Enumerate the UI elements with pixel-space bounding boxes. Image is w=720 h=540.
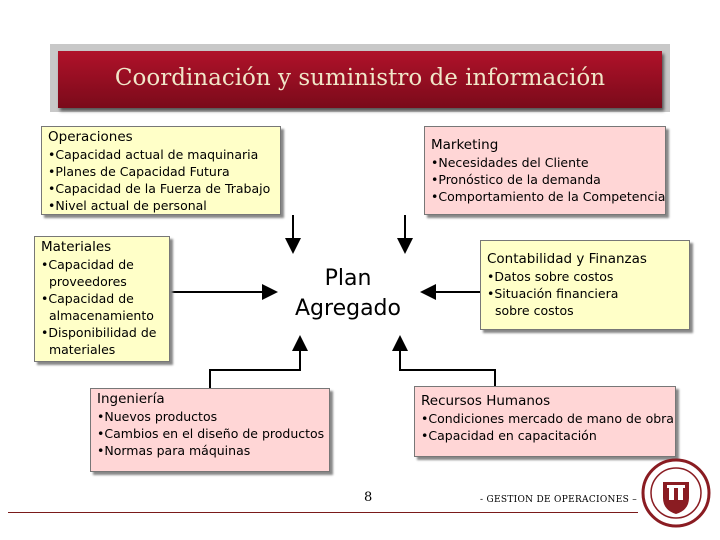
center-label-line1: Plan	[324, 266, 372, 291]
box-heading: Contabilidad y Finanzas	[487, 251, 647, 267]
box-item: materiales	[41, 342, 116, 357]
center-node	[283, 264, 413, 324]
box-item: •Pronóstico de la demanda	[431, 172, 601, 187]
box-materiales	[34, 236, 170, 362]
university-seal-icon	[641, 458, 711, 528]
box-item: •Capacidad de	[41, 291, 134, 306]
box-operaciones	[41, 126, 281, 215]
box-ingenieria	[90, 388, 330, 472]
box-heading: Marketing	[431, 137, 499, 153]
box-item: •Nivel actual de personal	[48, 198, 207, 213]
footer-text: - GESTION DE OPERACIONES –	[480, 495, 638, 505]
box-recursos-humanos	[414, 386, 676, 457]
box-item: •Datos sobre costos	[487, 269, 614, 284]
box-item: almacenamiento	[41, 308, 154, 323]
box-item: •Disponibilidad de	[41, 325, 157, 340]
box-item: •Nuevos productos	[97, 409, 218, 424]
box-item: •Capacidad en capacitación	[421, 428, 597, 443]
box-heading: Recursos Humanos	[421, 393, 551, 409]
page-number: 8	[364, 490, 373, 505]
box-item: •Capacidad de la Fuerza de Trabajo	[48, 181, 271, 196]
box-item: •Planes de Capacidad Futura	[48, 164, 230, 179]
box-item: •Comportamiento de la Competencia	[431, 189, 666, 204]
arrow-recursos	[400, 337, 495, 386]
box-item: •Capacidad de	[41, 257, 134, 272]
box-heading: Materiales	[41, 239, 112, 255]
slide-title: Coordinación y suministro de información	[114, 65, 606, 91]
box-heading: Operaciones	[48, 129, 133, 145]
box-marketing	[424, 126, 666, 215]
footer-divider	[8, 512, 638, 513]
box-heading: Ingeniería	[97, 391, 165, 407]
box-item: •Cambios en el diseño de productos	[97, 426, 325, 441]
center-label-line2: Agregado	[295, 296, 401, 321]
box-item: •Condiciones mercado de mano de obra	[421, 411, 674, 426]
box-item: •Necesidades del Cliente	[431, 155, 589, 170]
box-item: •Capacidad actual de maquinaria	[48, 147, 259, 162]
box-item: •Situación financiera	[487, 286, 619, 301]
box-item: sobre costos	[487, 303, 574, 318]
arrow-ingenieria	[210, 337, 300, 388]
box-contabilidad	[480, 240, 690, 330]
box-item: •Normas para máquinas	[97, 443, 251, 458]
box-item: proveedores	[41, 274, 127, 289]
